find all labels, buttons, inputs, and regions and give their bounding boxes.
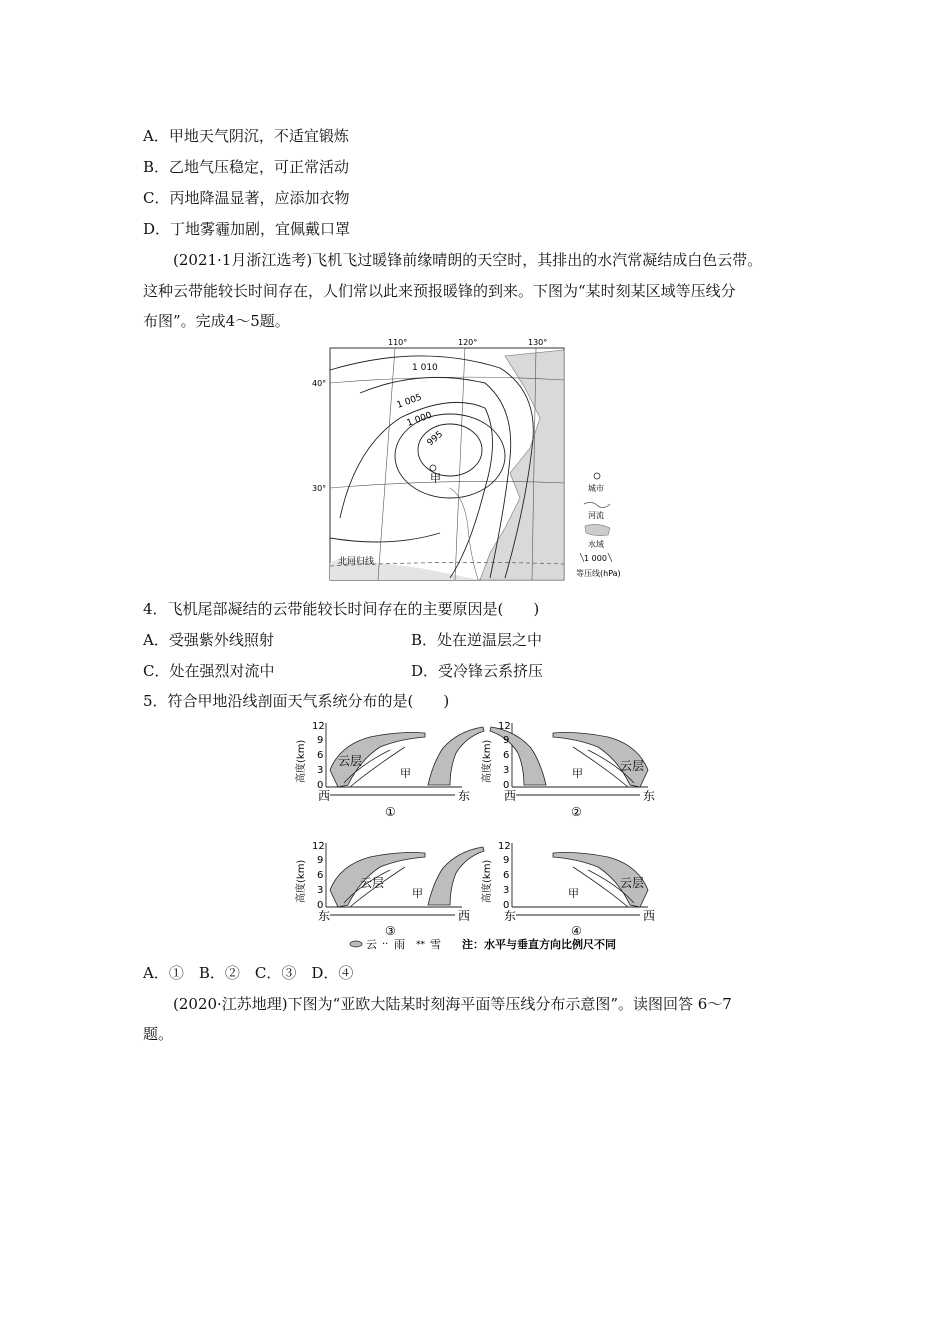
tick-0-b: 0 [503,780,510,791]
tick-3-c: 3 [317,885,324,896]
tick-6-c: 6 [317,870,324,881]
rain-symbol-icon: ·· [382,939,389,950]
lat-label-40: 40° [312,379,327,388]
intro-4-5-line1: (2021·1月浙江选考)飞机飞过暖锋前缘晴朗的天空时，其排出的水汽常凝结成白色云带。 [173,251,763,269]
q3-option-a: A．甲地天气阴沉，不适宜锻炼 [143,127,349,145]
tick-0-c: 0 [317,900,324,911]
panel1-cloud-label: 云层 [338,754,363,768]
legend-cloud: 云 [366,938,377,951]
panel1-left-dir: 西 [318,789,331,803]
axis-label-2: 高度(km) [482,739,493,783]
tick-0-d: 0 [503,900,510,911]
tick-12-c: 12 [312,841,325,852]
tick-9-b: 9 [503,735,510,746]
panel4-right-dir: 西 [643,909,656,923]
intro-6-7-line2: 题。 [143,1025,174,1043]
tick-3-d: 3 [503,885,510,896]
lat-label-30: 30° [312,484,327,493]
q3-option-c: C．丙地降温显著，应添加衣物 [143,189,350,207]
panel1-place: 甲 [400,767,411,780]
lon-label-130: 130° [528,338,548,347]
panel4-id: ④ [571,924,582,938]
panel1-id: ① [385,805,396,819]
tick-0-a: 0 [317,780,324,791]
isobar-label-1005: 1 005 [395,392,424,411]
panel3-id: ③ [385,924,396,938]
q5-options: A．① B．② C．③ D．④ [143,964,354,982]
tick-3-b: 3 [503,765,510,776]
intro-4-5-line2: 这种云带能较长时间存在，人们常以此来预报暖锋的到来。下图为“某时刻某区域等压线分 [143,282,736,300]
lon-label-110: 110° [388,338,408,347]
panel3-left-dir: 东 [318,909,331,923]
panel4-place: 甲 [568,887,579,900]
legend-snow: 雪 [430,938,441,951]
map-place-jia: 甲 [430,472,441,485]
panel3-cloud-label: 云层 [360,876,385,890]
legend-river: 河流 [588,511,604,520]
tick-9-d: 9 [503,855,510,866]
tick-9-c: 9 [317,855,324,866]
panel1-right-dir: 东 [458,789,471,803]
panel2-place: 甲 [572,767,583,780]
legend-isobar-value: 1 000 [584,554,607,563]
lon-label-120: 120° [458,338,478,347]
q4-option-b: B．处在逆温层之中 [411,631,543,649]
section-panel-3 [318,843,484,938]
q4-option-a: A．受强紫外线照射 [143,631,274,649]
axis-label-1: 高度(km) [296,739,307,783]
tick-12-b: 12 [498,721,511,732]
axis-label-3: 高度(km) [296,859,307,903]
section-panel-1 [318,723,484,819]
section-panel-4 [504,843,655,938]
panel3-right-dir: 西 [458,909,471,923]
legend-city: 城市 [588,484,604,493]
intro-6-7-line1: (2020·江苏地理)下图为“亚欧大陆某时刻海平面等压线分布示意图”。读图回答 6～7 [173,995,732,1013]
tick-6-d: 6 [503,870,510,881]
intro-4-5-line3: 布图”。完成4～5题。 [143,312,290,330]
legend-water: 水域 [588,540,604,549]
tick-12-d: 12 [498,841,511,852]
axis-label-4: 高度(km) [482,859,493,903]
q4-option-d: D．受冷锋云系挤压 [411,662,544,680]
q4-option-c: C．处在强烈对流中 [143,662,275,680]
isobar-label-995: 995 [425,429,446,449]
panel2-id: ② [571,805,582,819]
q3-option-d: D．丁地雾霾加剧，宜佩戴口罩 [143,220,351,238]
tropic-label: 北回归线 [338,557,375,567]
isobar-label-1000: 1 000 [405,410,434,429]
panel2-cloud-label: 云层 [620,759,645,773]
panel2-right-dir: 东 [643,789,656,803]
panel4-left-dir: 东 [504,909,517,923]
q4-stem: 4．飞机尾部凝结的云带能较长时间存在的主要原因是( ) [143,600,540,618]
tick-9-a: 9 [317,735,324,746]
legend-note: 注：水平与垂直方向比例尺不同 [462,938,616,951]
snow-symbol-icon: ** [416,940,425,950]
isobar-label-1010: 1 010 [412,363,438,373]
panel4-cloud-label: 云层 [620,876,645,890]
tick-6-a: 6 [317,750,324,761]
legend-isobar: 等压线(hPa) [576,569,621,578]
isobar-map [300,338,650,583]
tick-6-b: 6 [503,750,510,761]
panel3-place: 甲 [412,887,423,900]
legend-rain: 雨 [394,938,405,951]
q3-option-b: B．乙地气压稳定，可正常活动 [143,158,350,176]
tick-3-a: 3 [317,765,324,776]
q5-stem: 5．符合甲地沿线剖面天气系统分布的是( ) [143,692,450,710]
panel2-left-dir: 西 [504,789,517,803]
section-panel-2 [490,723,655,819]
tick-12-a: 12 [312,721,325,732]
weather-sections [290,715,670,955]
